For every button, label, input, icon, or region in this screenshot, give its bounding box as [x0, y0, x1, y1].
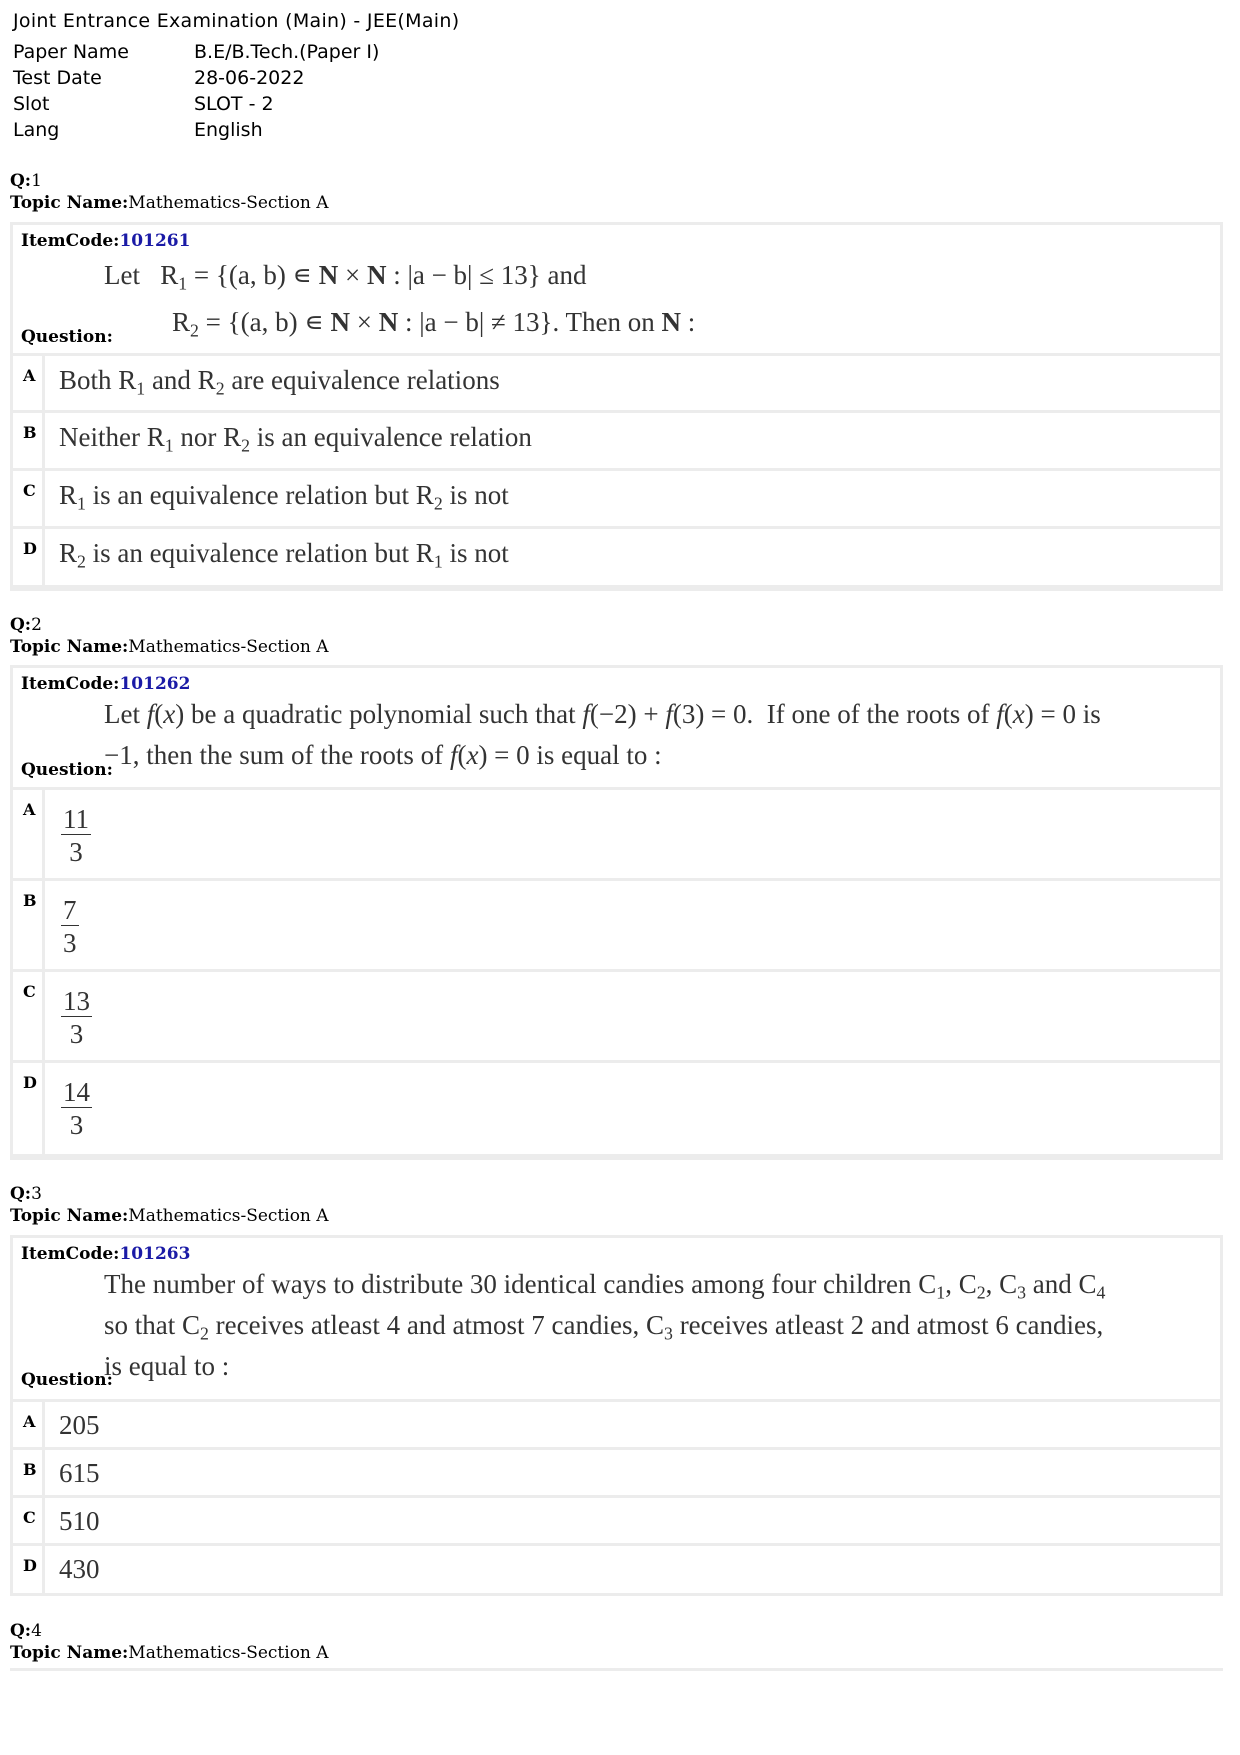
- item-code-value: 101261: [119, 231, 191, 251]
- header-value: English: [194, 119, 263, 141]
- header-value: SLOT - 2: [194, 93, 274, 115]
- option-fraction: [61, 804, 91, 869]
- question-2-text: Let f(x) be a quadratic polynomial such that f(−2) + f(3) = 0. If one of the roots of f(x) = 0 is −1, then the sum of the roots of f(x) = 0 is equal to :: [104, 699, 1101, 770]
- divider: [10, 1668, 1223, 1671]
- question-number: 3: [31, 1184, 42, 1204]
- fraction-numerator: 7: [63, 895, 77, 925]
- question-number: 1: [31, 171, 42, 191]
- topic-prefix: Topic Name:: [10, 637, 129, 657]
- topic-prefix: Topic Name:: [10, 193, 129, 213]
- option-d[interactable]: [10, 1543, 1223, 1596]
- option-text: 615: [59, 1458, 100, 1488]
- header-key: Lang: [13, 119, 60, 141]
- topic-prefix: Topic Name:: [10, 1206, 129, 1226]
- question-3-block: [10, 1235, 1223, 1596]
- item-code: [21, 1244, 190, 1264]
- option-text: 430: [59, 1554, 100, 1584]
- option-letter: B: [23, 891, 37, 910]
- item-code-label: ItemCode:: [21, 674, 120, 694]
- header-value: 28-06-2022: [194, 67, 305, 89]
- option-text: Both $R_1$ and $R_2$ are equivalence relations: [59, 365, 500, 399]
- item-code: [21, 674, 190, 694]
- topic-prefix: Topic Name:: [10, 1643, 129, 1663]
- q-prefix: Q:: [10, 171, 32, 191]
- option-letter: B: [23, 423, 37, 442]
- fraction-denominator: 3: [69, 837, 83, 867]
- topic-name: Mathematics-Section A: [128, 193, 329, 213]
- question-number: 2: [31, 615, 42, 635]
- question-1-text: Let $R_1 = \{(a$, b) ∊ N × N : |a − b| ≤ 13} and $R_2 = \{(a$, b) ∊ N × N : |a − b| ≠ 13}. Then on N :: [104, 260, 696, 341]
- option-letter: D: [23, 1556, 37, 1575]
- question-2-header: [10, 614, 329, 658]
- option-letter: C: [23, 481, 36, 500]
- item-code-label: ItemCode:: [21, 231, 120, 251]
- question-label: Question:: [21, 760, 113, 780]
- fraction-denominator: 3: [69, 1019, 84, 1049]
- item-code-value: 101262: [119, 674, 191, 694]
- option-letter: D: [23, 1073, 37, 1092]
- q-prefix: Q:: [10, 615, 32, 635]
- topic-name: Mathematics-Section A: [128, 1643, 329, 1663]
- fraction-numerator: 14: [63, 1077, 90, 1107]
- question-3-text: The number of ways to distribute 30 identical candies among four children $C_1$, $C_2$, $C_3$ and $C_4$ so that $C_2$ receives atleast 4 and atmost 7 candies, $C_3$ receives atleast 2 and atmost 6 candies, is equal to :: [104, 1269, 1106, 1381]
- option-a[interactable]: [10, 353, 1223, 413]
- question-1-body: [10, 222, 1223, 356]
- option-c[interactable]: [10, 1495, 1223, 1546]
- option-d[interactable]: [10, 1060, 1223, 1157]
- option-letter: C: [23, 982, 36, 1001]
- question-number: 4: [31, 1621, 42, 1641]
- option-a[interactable]: [10, 1399, 1223, 1450]
- option-fraction: [61, 895, 79, 960]
- option-b[interactable]: [10, 410, 1223, 471]
- header-key: Paper Name: [13, 41, 129, 63]
- option-text: 205: [59, 1410, 100, 1440]
- option-c[interactable]: [10, 969, 1223, 1063]
- option-letter: A: [23, 1412, 36, 1431]
- header-value: B.E/B.Tech.(Paper I): [194, 41, 380, 63]
- q-prefix: Q:: [10, 1184, 32, 1204]
- option-letter: C: [23, 1508, 36, 1527]
- option-text: $R_1$ is an equivalence relation but $R_2$ is not: [59, 480, 509, 514]
- option-fraction: [61, 1077, 92, 1142]
- question-3-body: [10, 1235, 1223, 1402]
- option-fraction: [61, 986, 92, 1051]
- question-3-header: [10, 1183, 329, 1227]
- option-letter: D: [23, 539, 37, 558]
- fraction-numerator: 13: [63, 986, 90, 1016]
- option-letter: A: [23, 366, 36, 385]
- question-1-block: [10, 222, 1223, 591]
- question-4-header: [10, 1620, 329, 1664]
- option-a[interactable]: [10, 787, 1223, 881]
- option-text: $R_2$ is an equivalence relation but $R_1$ is not: [59, 538, 509, 572]
- question-label: Question:: [21, 327, 113, 347]
- q-prefix: Q:: [10, 1621, 32, 1641]
- option-b[interactable]: [10, 1447, 1223, 1498]
- question-2-body: [10, 665, 1223, 790]
- question-1-header: [10, 170, 329, 214]
- option-text: 510: [59, 1506, 100, 1536]
- option-b[interactable]: [10, 878, 1223, 972]
- topic-name: Mathematics-Section A: [128, 1206, 329, 1226]
- option-d[interactable]: [10, 526, 1223, 588]
- header-key: Test Date: [13, 67, 102, 89]
- option-letter: B: [23, 1460, 37, 1479]
- option-text: Neither $R_1$ nor $R_2$ is an equivalence relation: [59, 422, 532, 456]
- topic-name: Mathematics-Section A: [128, 637, 329, 657]
- question-2-block: [10, 665, 1223, 1160]
- option-letter: A: [23, 800, 36, 819]
- fraction-denominator: 3: [63, 928, 77, 958]
- item-code-value: 101263: [119, 1244, 191, 1264]
- fraction-numerator: 11: [63, 804, 89, 834]
- item-code: [21, 231, 190, 251]
- exam-title: Joint Entrance Examination (Main) - JEE(Main): [13, 10, 460, 32]
- fraction-denominator: 3: [69, 1110, 84, 1140]
- item-code-label: ItemCode:: [21, 1244, 120, 1264]
- header-key: Slot: [13, 93, 50, 115]
- option-c[interactable]: [10, 468, 1223, 529]
- question-label: Question:: [21, 1370, 113, 1390]
